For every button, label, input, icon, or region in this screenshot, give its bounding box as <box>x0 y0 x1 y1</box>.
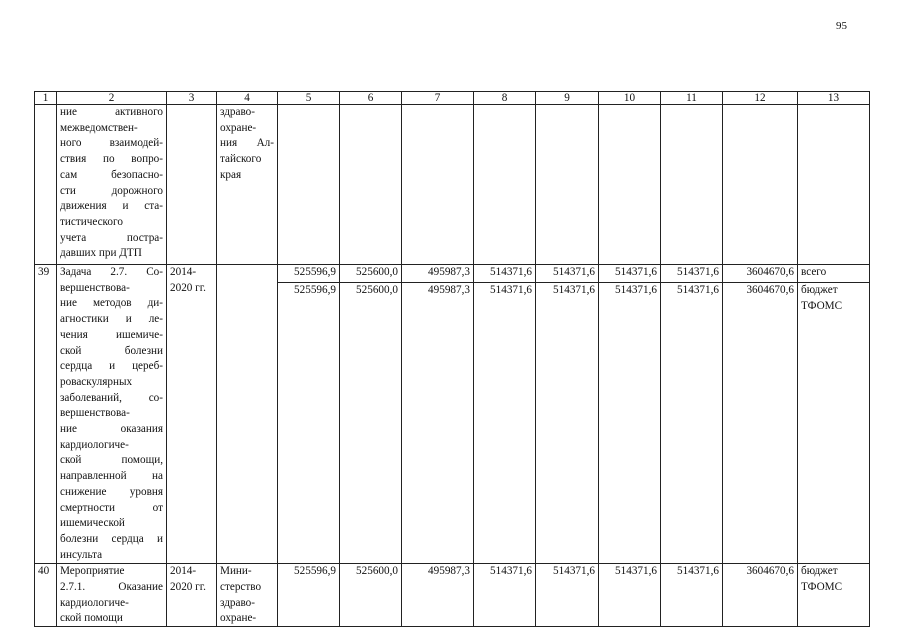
cell-text-line: 2014- <box>170 565 197 578</box>
cell-text-line: снижение уровня <box>60 485 163 498</box>
cell-text-line: Мероприятие <box>60 565 125 578</box>
row-number-cell <box>35 105 57 265</box>
value-cell: 525596,9 <box>278 265 340 283</box>
header-cell: 2 <box>57 92 167 105</box>
description-cell <box>57 564 167 627</box>
value-cell: 514371,6 <box>536 564 599 627</box>
cell-text-line: инсульта <box>60 548 103 561</box>
value-cell: 514371,6 <box>661 265 723 283</box>
source-cell <box>798 564 870 627</box>
cell-text-line: тистического <box>60 215 123 228</box>
value-cell <box>536 105 599 265</box>
cell-text-line: ТФОМС <box>801 299 843 312</box>
cell-text-line: 2.7.1. Оказание <box>60 581 163 594</box>
value-cell: 495987,3 <box>402 564 474 627</box>
value-cell: 525600,0 <box>340 265 402 283</box>
executor-cell <box>217 564 278 627</box>
value-cell: 3604670,6 <box>723 283 798 564</box>
source-cell <box>798 283 870 564</box>
header-cell: 6 <box>340 92 402 105</box>
description-cell <box>57 265 167 564</box>
cell-text-line: кардиологиче- <box>60 596 129 609</box>
cell-text-line: вершенствова- <box>60 407 130 420</box>
cell-text-line: ской болезни <box>60 344 163 357</box>
cell-text-line: направленной на <box>60 470 163 483</box>
table-row-39 <box>35 265 870 283</box>
cell-text-line: охране- <box>220 612 257 625</box>
value-cell <box>340 105 402 265</box>
cell-text-line: ской помощи, <box>60 454 163 467</box>
budget-table <box>34 91 870 627</box>
value-cell <box>661 105 723 265</box>
header-cell: 1 <box>35 92 57 105</box>
cell-text-line: стерство <box>220 581 262 594</box>
cell-text-line: Задача 2.7. Со- <box>60 266 163 278</box>
cell-text-line: ния Ал- <box>220 137 274 150</box>
header-cell: 13 <box>798 92 870 105</box>
cell-text-line: сам безопасно- <box>60 168 163 181</box>
cell-text-line: ние методов ди- <box>60 297 163 310</box>
page-number: 95 <box>836 20 847 32</box>
source-cell <box>798 105 870 265</box>
value-cell <box>278 105 340 265</box>
source-cell: всего <box>798 265 870 283</box>
value-cell: 514371,6 <box>599 265 661 283</box>
cell-text-line: ской помощи <box>60 612 123 625</box>
cell-text-line: сти дорожного <box>60 184 163 197</box>
cell-text-line: охране- <box>220 121 257 134</box>
row-number-cell: 39 <box>35 265 57 564</box>
value-cell: 514371,6 <box>536 265 599 283</box>
value-cell: 525600,0 <box>340 283 402 564</box>
description-cell <box>57 105 167 265</box>
value-cell <box>723 105 798 265</box>
period-cell <box>167 564 217 627</box>
header-cell: 11 <box>661 92 723 105</box>
value-cell: 514371,6 <box>661 283 723 564</box>
cell-text-line: ствия по вопро- <box>60 153 163 166</box>
executor-cell <box>217 265 278 564</box>
header-cell: 8 <box>474 92 536 105</box>
cell-text-line: здраво- <box>220 596 255 609</box>
value-cell: 514371,6 <box>536 283 599 564</box>
header-cell: 3 <box>167 92 217 105</box>
table-row-40 <box>35 564 870 627</box>
cell-text-line: тайского <box>220 153 262 166</box>
value-cell: 525596,9 <box>278 564 340 627</box>
value-cell <box>474 105 536 265</box>
cell-text-line: ишемической <box>60 517 125 530</box>
header-cell: 12 <box>723 92 798 105</box>
cell-text-line: смертности от <box>60 501 163 514</box>
value-cell: 514371,6 <box>474 564 536 627</box>
cell-text-line: сердца и цереб- <box>60 360 163 373</box>
value-cell: 514371,6 <box>599 564 661 627</box>
cell-text-line: 2014- <box>170 266 197 278</box>
value-cell: 495987,3 <box>402 283 474 564</box>
header-cell: 10 <box>599 92 661 105</box>
value-cell: 514371,6 <box>474 265 536 283</box>
cell-text-line: роваскулярных <box>60 375 133 388</box>
cell-text-line: агностики и ле- <box>60 313 163 326</box>
value-cell: 3604670,6 <box>723 564 798 627</box>
row-number-cell: 40 <box>35 564 57 627</box>
cell-text-line: края <box>220 168 242 181</box>
value-cell: 3604670,6 <box>723 265 798 283</box>
executor-cell <box>217 105 278 265</box>
cell-text-line: 2020 гг. <box>170 581 206 594</box>
value-cell <box>599 105 661 265</box>
cell-text-line: ного взаимодей- <box>60 137 163 150</box>
cell-text-line: Мини- <box>220 565 252 578</box>
cell-text-line: движения и ста- <box>60 200 163 213</box>
cell-text-line: заболеваний, со- <box>60 391 163 404</box>
cell-text-line: здраво- <box>220 106 255 118</box>
value-cell: 514371,6 <box>474 283 536 564</box>
value-cell: 514371,6 <box>661 564 723 627</box>
header-cell: 5 <box>278 92 340 105</box>
cell-text-line: болезни сердца и <box>60 532 163 545</box>
cell-text-line: вершенствова- <box>60 281 130 294</box>
period-cell <box>167 105 217 265</box>
value-cell: 525600,0 <box>340 564 402 627</box>
header-row <box>35 92 870 105</box>
cell-text-line: ние оказания <box>60 423 163 436</box>
cell-text-line: давших при ДТП <box>60 247 142 260</box>
period-cell <box>167 265 217 564</box>
value-cell <box>402 105 474 265</box>
header-cell: 4 <box>217 92 278 105</box>
cell-text-line: учета постра- <box>60 231 163 244</box>
header-cell: 9 <box>536 92 599 105</box>
header-cell: 7 <box>402 92 474 105</box>
cell-text-line: ние активного <box>60 106 163 118</box>
cell-text-line: чения ишемиче- <box>60 328 163 341</box>
cell-text-line: ТФОМС <box>801 581 843 594</box>
cell-text-line: бюджет <box>801 284 838 297</box>
cell-text-line: межведомствен- <box>60 121 138 134</box>
value-cell: 525596,9 <box>278 283 340 564</box>
value-cell: 514371,6 <box>599 283 661 564</box>
cell-text-line: кардиологиче- <box>60 438 129 451</box>
table-row-continuation <box>35 105 870 265</box>
cell-text-line: 2020 гг. <box>170 281 206 294</box>
cell-text-line: бюджет <box>801 565 838 578</box>
value-cell: 495987,3 <box>402 265 474 283</box>
